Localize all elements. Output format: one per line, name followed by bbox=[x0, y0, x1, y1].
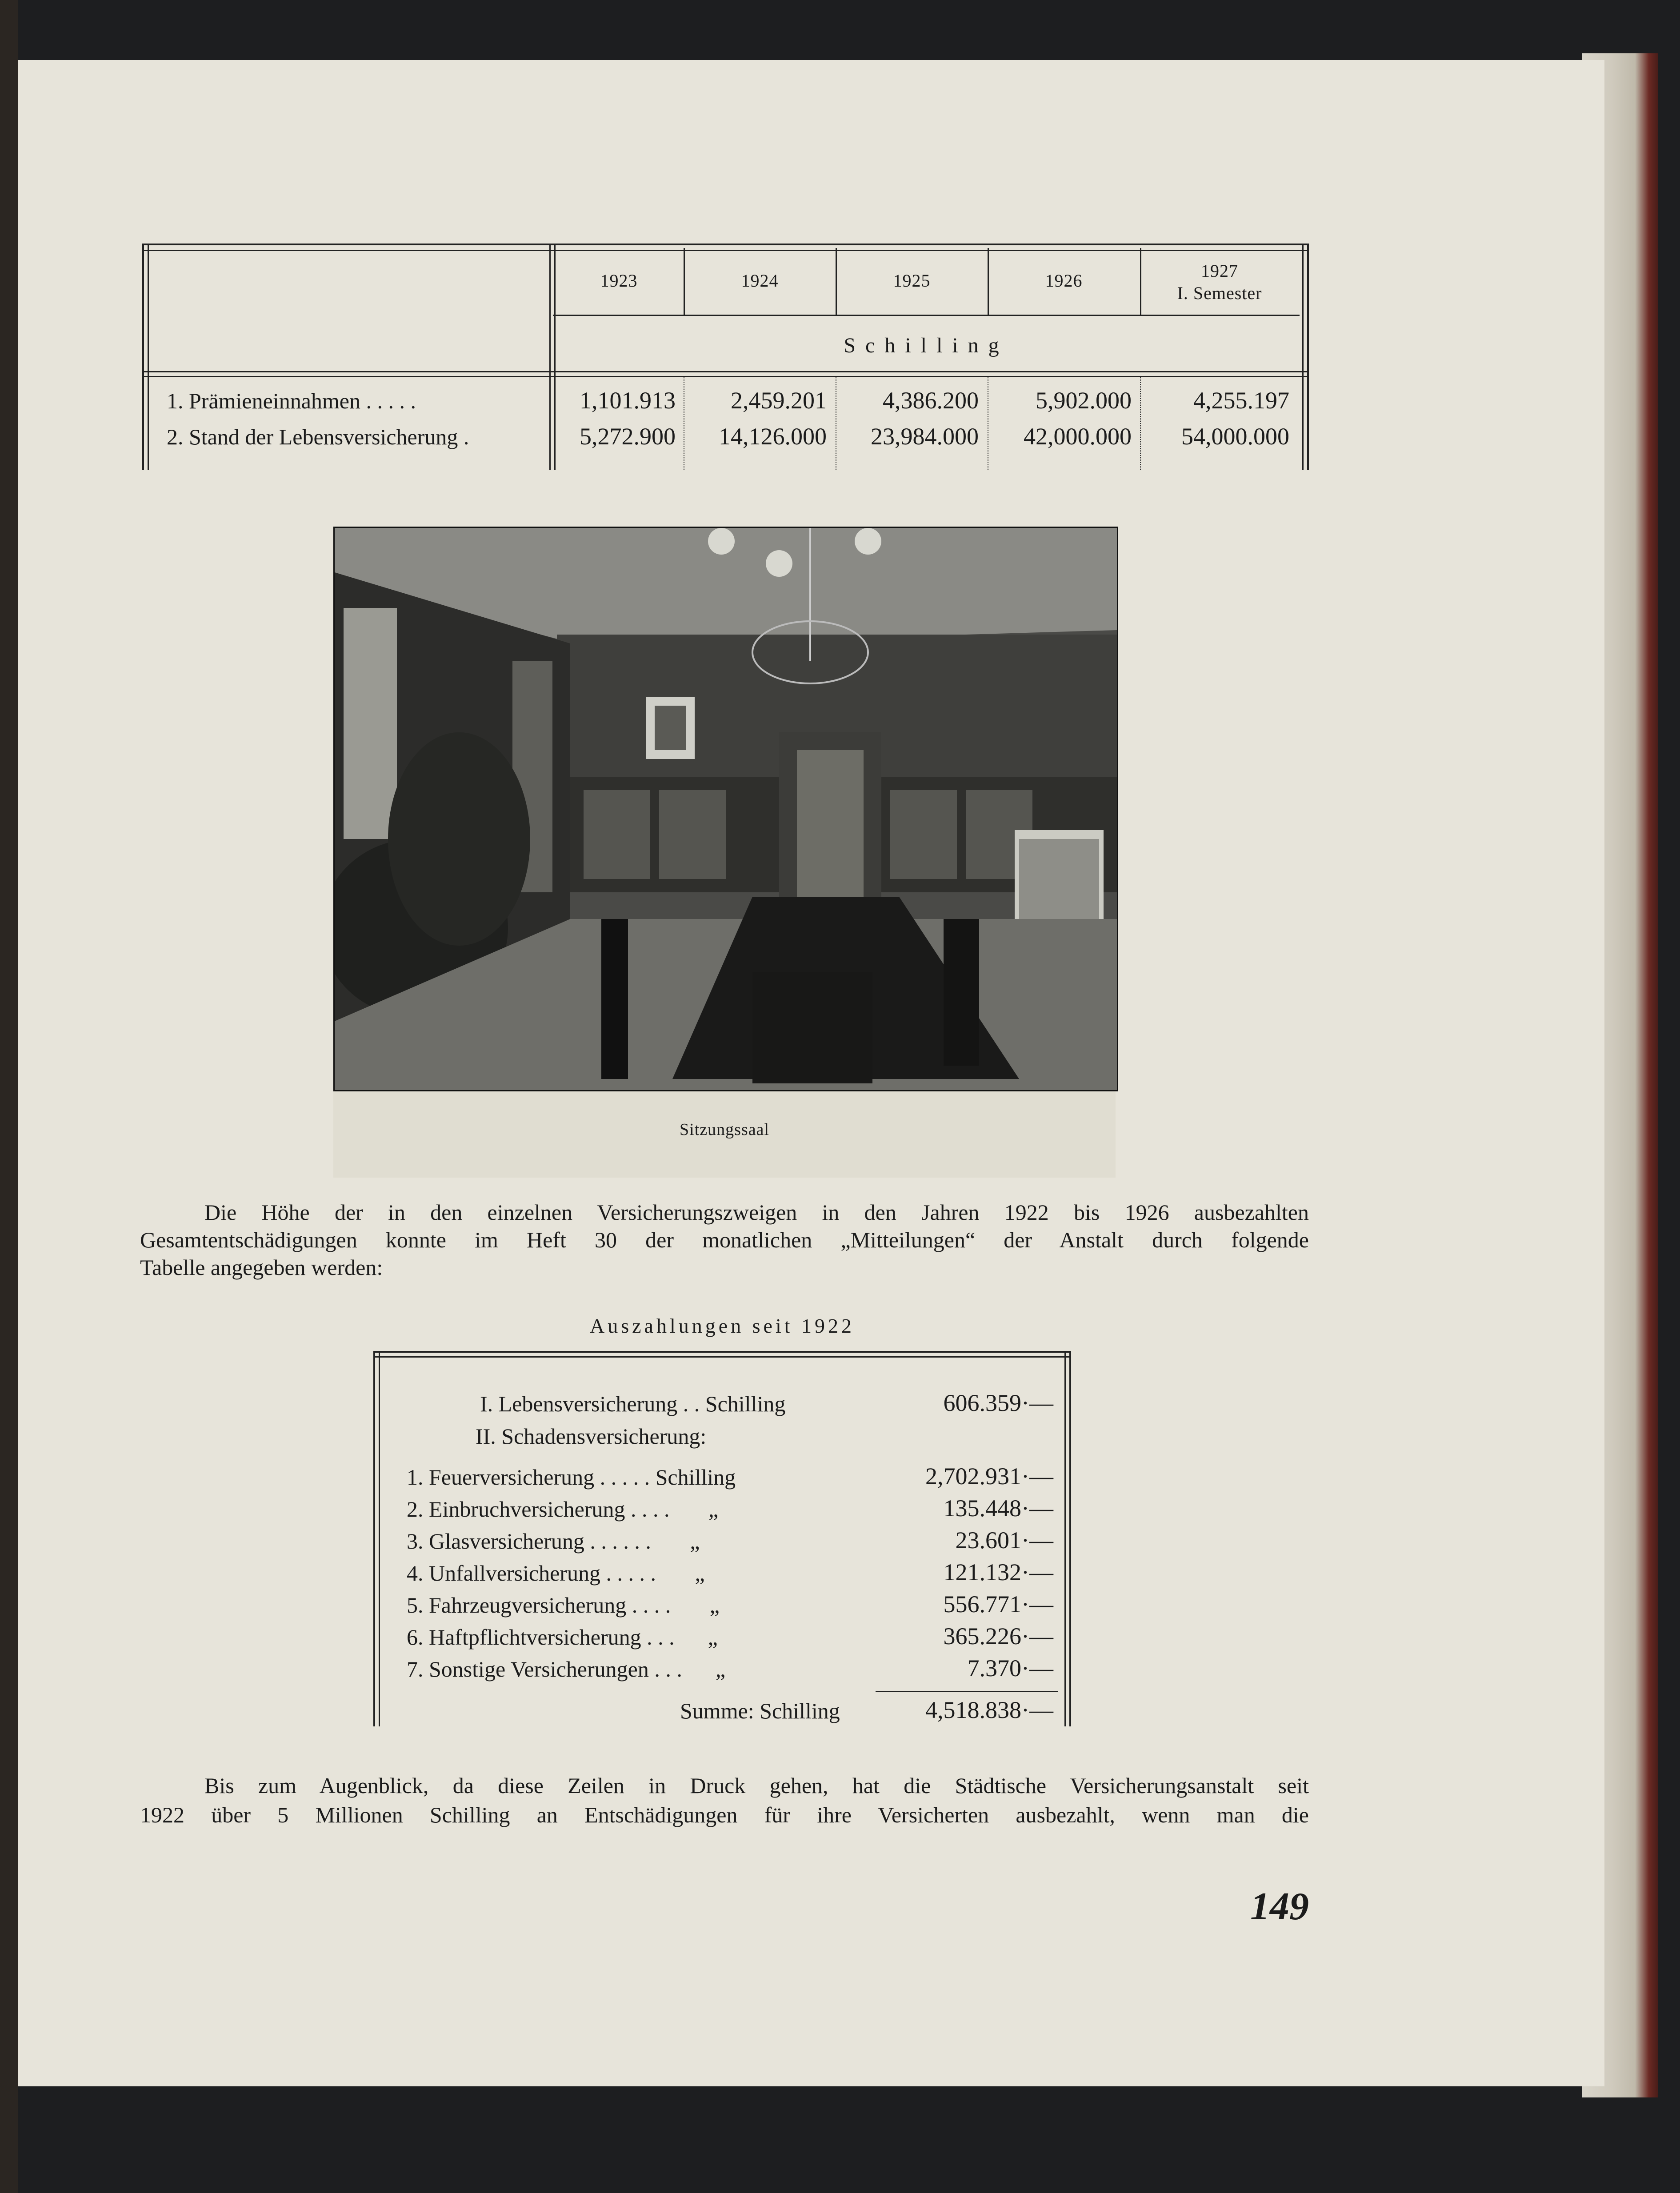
table-top-rule bbox=[373, 1351, 1071, 1358]
item-value: 556.771·— bbox=[943, 1591, 1053, 1618]
year-header: 1927 bbox=[1201, 261, 1238, 281]
unit-header: Schilling bbox=[844, 334, 1009, 357]
text-line: Bis zum Augenblick, da diese Zeilen in Druck gehen, hat die Städtische Versicherungsanstalt seit bbox=[204, 1773, 1309, 1798]
item-label: 1. Feuerversicherung . . . . . Schilling bbox=[407, 1465, 736, 1490]
item-label: 6. Haftpflichtversicherung . . . „ bbox=[407, 1625, 718, 1650]
premium-table bbox=[142, 244, 1309, 470]
sum-value: 4,518.838·— bbox=[925, 1697, 1053, 1723]
item-label: 3. Glasversicherung . . . . . . „ bbox=[407, 1529, 700, 1554]
line-damage-insurance: II. Schadensversicherung: bbox=[476, 1424, 707, 1449]
year-header: 1924 bbox=[741, 271, 779, 291]
text-line: 1922 über 5 Millionen Schilling an Entschädigungen für ihre Versicherten ausbezahlt, wenn man die bbox=[140, 1802, 1309, 1827]
header-bottom-rule bbox=[142, 371, 1309, 377]
item-value: 121.132·— bbox=[943, 1559, 1053, 1586]
paragraph bbox=[140, 1771, 1309, 1829]
table-right-border bbox=[1302, 244, 1309, 470]
item-label: 7. Sonstige Versicherungen . . . „ bbox=[407, 1657, 726, 1682]
table-cell: 5,902.000 bbox=[1036, 387, 1132, 414]
sum-rule bbox=[876, 1691, 1058, 1692]
page-number: 149 bbox=[1250, 1885, 1309, 1928]
payout-table-title: Auszahlungen seit 1922 bbox=[589, 1314, 855, 1337]
text-line: Gesamtentschädigungen konnte im Heft 30 der monatlichen „Mitteilungen“ der Anstalt durch folgende bbox=[140, 1227, 1309, 1252]
table-cell: 54,000.000 bbox=[1181, 423, 1289, 450]
item-value: 23.601·— bbox=[955, 1527, 1053, 1554]
table-top-rule bbox=[142, 244, 1309, 251]
item-value: 2,702.931·— bbox=[925, 1463, 1053, 1490]
table-cell: 5,272.900 bbox=[580, 423, 676, 450]
table-cell: 42,000.000 bbox=[1024, 423, 1132, 450]
col-divider bbox=[836, 248, 837, 315]
photo-caption: Sitzungssaal bbox=[680, 1120, 769, 1139]
meeting-room-photo bbox=[333, 527, 1118, 1091]
col-divider bbox=[988, 248, 989, 315]
table-left-border bbox=[142, 244, 149, 470]
year-header: 1925 bbox=[893, 271, 931, 291]
item-value: 365.226·— bbox=[943, 1623, 1053, 1650]
item-label: 5. Fahrzeugversicherung . . . . „ bbox=[407, 1593, 720, 1618]
payout-table bbox=[373, 1351, 1071, 1726]
col-divider bbox=[684, 248, 685, 315]
meeting-room-image bbox=[335, 528, 1117, 1090]
table-cell: 23,984.000 bbox=[871, 423, 979, 450]
table-cell: 4,386.200 bbox=[883, 387, 979, 414]
table-cell: 2,459.201 bbox=[731, 387, 827, 414]
paragraph bbox=[140, 1198, 1309, 1281]
col-divider bbox=[1140, 377, 1141, 470]
book-spine bbox=[0, 0, 18, 2193]
item-value: 7.370·— bbox=[967, 1655, 1053, 1682]
item-label: 2. Einbruchversicherung . . . . „ bbox=[407, 1497, 719, 1522]
text-line: Tabelle angegeben werden: bbox=[140, 1255, 383, 1280]
line-life-insurance: I. Lebensversicherung . . Schilling bbox=[480, 1391, 786, 1416]
sum-label: Summe: Schilling bbox=[680, 1698, 840, 1723]
year-subheader: I. Semester bbox=[1177, 283, 1262, 303]
year-header: 1926 bbox=[1045, 271, 1083, 291]
table-cell: 14,126.000 bbox=[719, 423, 827, 450]
table-right-border bbox=[1064, 1351, 1071, 1726]
header-rule bbox=[553, 315, 1300, 316]
year-header: 1923 bbox=[600, 271, 638, 291]
item-value: 135.448·— bbox=[943, 1495, 1053, 1522]
item-label: 4. Unfallversicherung . . . . . „ bbox=[407, 1561, 705, 1586]
row-label: 2. Stand der Lebensversicherung . bbox=[167, 424, 469, 449]
table-left-border bbox=[373, 1351, 380, 1726]
table-cell: 4,255.197 bbox=[1193, 387, 1289, 414]
table-cell: 1,101.913 bbox=[580, 387, 676, 414]
row-label: 1. Prämieneinnahmen . . . . . bbox=[167, 388, 416, 413]
value-life-insurance: 606.359·— bbox=[943, 1390, 1053, 1416]
text-line: Die Höhe der in den einzelnen Versicherungszweigen in den Jahren 1922 bis 1926 ausbezahlten bbox=[204, 1200, 1309, 1225]
col-divider bbox=[1140, 248, 1141, 315]
